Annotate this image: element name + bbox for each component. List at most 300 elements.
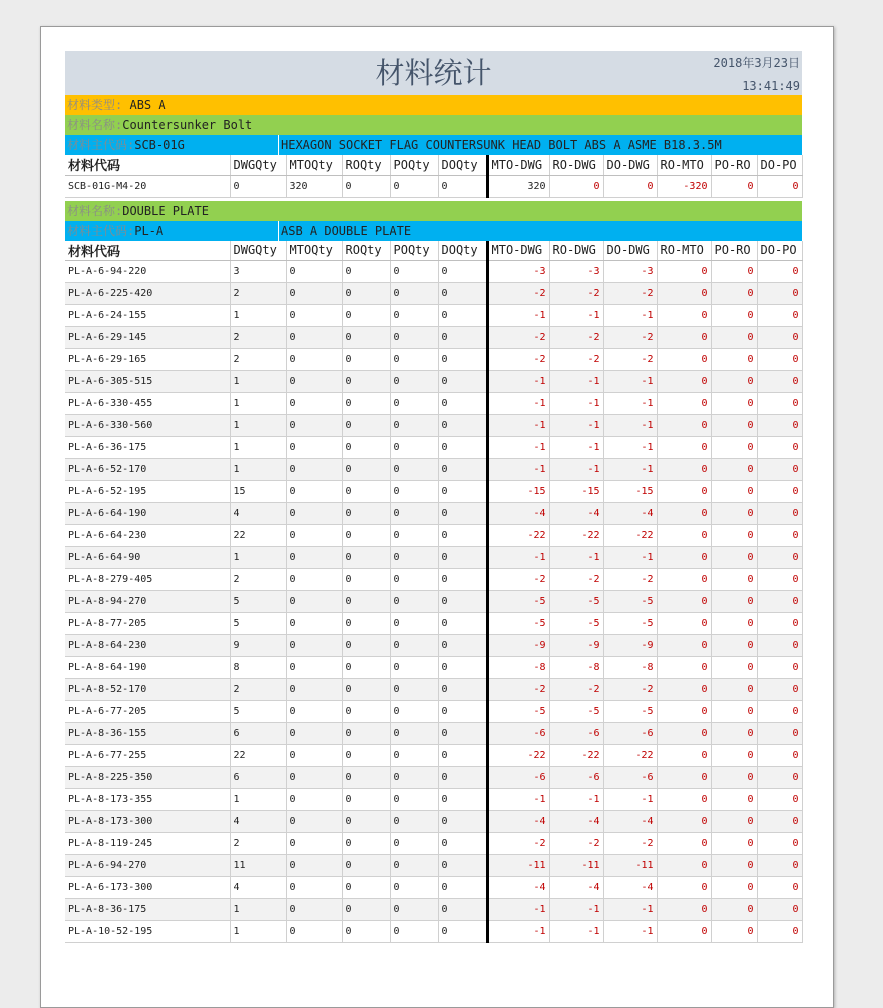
- cell-material-code: PL-A-6-64-190: [65, 503, 230, 525]
- cell-po: 0: [390, 393, 438, 415]
- cell-dwg: 3: [230, 261, 286, 283]
- title-row: [65, 51, 802, 95]
- cell-ro-dwg: -1: [549, 921, 603, 943]
- cell-do-dwg: -1: [603, 459, 657, 481]
- material-name-label: 材料名称:: [67, 118, 123, 132]
- cell-mto-dwg: -1: [487, 459, 549, 481]
- cell-ro-mto: 0: [657, 459, 711, 481]
- cell-do: 0: [438, 349, 487, 371]
- cell-ro: 0: [342, 921, 390, 943]
- table-row: [65, 175, 802, 197]
- cell-dwg: 22: [230, 525, 286, 547]
- cell-dwg: 2: [230, 679, 286, 701]
- cell-ro-mto: 0: [657, 811, 711, 833]
- cell-material-code: PL-A-6-305-515: [65, 371, 230, 393]
- cell-do-dwg: -1: [603, 899, 657, 921]
- cell-do-dwg: -2: [603, 569, 657, 591]
- cell-material-code: PL-A-8-36-155: [65, 723, 230, 745]
- cell-po: 0: [390, 305, 438, 327]
- cell-ro-dwg: -1: [549, 437, 603, 459]
- column-header-do-dwg: DO-DWG: [603, 155, 657, 175]
- cell-po-ro: 0: [711, 327, 757, 349]
- cell-do-po: 0: [757, 569, 802, 591]
- cell-do-dwg: -4: [603, 811, 657, 833]
- cell-do: 0: [438, 327, 487, 349]
- cell-material-code: PL-A-6-77-205: [65, 701, 230, 723]
- cell-do: 0: [438, 415, 487, 437]
- cell-do: 0: [438, 459, 487, 481]
- cell-po: 0: [390, 833, 438, 855]
- cell-po: 0: [390, 481, 438, 503]
- report-time: 13:41:49: [742, 79, 800, 93]
- cell-do: 0: [438, 767, 487, 789]
- cell-mto: 0: [286, 327, 342, 349]
- cell-do-po: 0: [757, 459, 802, 481]
- cell-dwg: 1: [230, 305, 286, 327]
- material-name-band: [65, 115, 802, 135]
- cell-do: 0: [438, 393, 487, 415]
- cell-mto: 0: [286, 525, 342, 547]
- cell-po-ro: 0: [711, 613, 757, 635]
- main-code-cell: [65, 135, 279, 155]
- cell-material-code: PL-A-8-64-190: [65, 657, 230, 679]
- cell-material-code: PL-A-10-52-195: [65, 921, 230, 943]
- table-row: [65, 371, 802, 393]
- cell-do: 0: [438, 547, 487, 569]
- cell-ro-mto: 0: [657, 723, 711, 745]
- cell-mto: 0: [286, 899, 342, 921]
- cell-mto: 0: [286, 591, 342, 613]
- cell-do: 0: [438, 613, 487, 635]
- cell-ro-mto: 0: [657, 855, 711, 877]
- cell-ro-dwg: -9: [549, 635, 603, 657]
- cell-do-po: 0: [757, 767, 802, 789]
- cell-dwg: 6: [230, 723, 286, 745]
- cell-po: 0: [390, 701, 438, 723]
- cell-ro-mto: 0: [657, 283, 711, 305]
- cell-do: 0: [438, 371, 487, 393]
- cell-mto: 0: [286, 437, 342, 459]
- main-code-label: 材料主代码:: [67, 223, 135, 238]
- cell-po-ro: 0: [711, 723, 757, 745]
- cell-po: 0: [390, 811, 438, 833]
- cell-po-ro: 0: [711, 371, 757, 393]
- cell-po-ro: 0: [711, 525, 757, 547]
- cell-do-dwg: -6: [603, 723, 657, 745]
- cell-ro-mto: 0: [657, 745, 711, 767]
- cell-dwg: 1: [230, 921, 286, 943]
- cell-ro-dwg: -2: [549, 327, 603, 349]
- cell-ro-dwg: -1: [549, 547, 603, 569]
- cell-mto: 0: [286, 283, 342, 305]
- cell-mto-dwg: -4: [487, 877, 549, 899]
- cell-do-dwg: -1: [603, 547, 657, 569]
- material-name-band: [65, 201, 802, 221]
- cell-do: 0: [438, 437, 487, 459]
- cell-material-code: PL-A-6-173-300: [65, 877, 230, 899]
- cell-mto: 0: [286, 745, 342, 767]
- cell-ro-mto: 0: [657, 877, 711, 899]
- cell-do-po: 0: [757, 811, 802, 833]
- cell-material-code: PL-A-8-173-355: [65, 789, 230, 811]
- cell-ro: 0: [342, 899, 390, 921]
- cell-ro-mto: 0: [657, 327, 711, 349]
- cell-dwg: 22: [230, 745, 286, 767]
- column-header-po-ro: PO-RO: [711, 241, 757, 261]
- cell-ro-mto: 0: [657, 833, 711, 855]
- cell-mto-dwg: -15: [487, 481, 549, 503]
- cell-po-ro: 0: [711, 921, 757, 943]
- cell-ro-dwg: -22: [549, 525, 603, 547]
- cell-mto: 0: [286, 415, 342, 437]
- column-header-dwg: DWGQty: [230, 155, 286, 175]
- cell-dwg: 1: [230, 393, 286, 415]
- cell-ro-dwg: -5: [549, 613, 603, 635]
- cell-do-po: 0: [757, 415, 802, 437]
- cell-do-dwg: -2: [603, 679, 657, 701]
- cell-ro-mto: 0: [657, 899, 711, 921]
- cell-dwg: 5: [230, 701, 286, 723]
- cell-material-code: PL-A-8-64-230: [65, 635, 230, 657]
- cell-do: 0: [438, 723, 487, 745]
- cell-dwg: 2: [230, 569, 286, 591]
- cell-material-code: PL-A-6-52-195: [65, 481, 230, 503]
- cell-ro-dwg: -8: [549, 657, 603, 679]
- cell-dwg: 4: [230, 811, 286, 833]
- cell-ro-mto: 0: [657, 481, 711, 503]
- cell-ro: 0: [342, 657, 390, 679]
- cell-ro-dwg: -11: [549, 855, 603, 877]
- cell-po-ro: 0: [711, 833, 757, 855]
- cell-po-ro: 0: [711, 415, 757, 437]
- cell-dwg: 11: [230, 855, 286, 877]
- report-page: [40, 26, 834, 1008]
- cell-material-code: PL-A-8-36-175: [65, 899, 230, 921]
- cell-ro-mto: 0: [657, 767, 711, 789]
- cell-do-po: 0: [757, 393, 802, 415]
- cell-ro: 0: [342, 767, 390, 789]
- cell-po-ro: 0: [711, 635, 757, 657]
- cell-mto: 0: [286, 349, 342, 371]
- cell-po: 0: [390, 789, 438, 811]
- table-row: [65, 569, 802, 591]
- cell-material-code: PL-A-8-173-300: [65, 811, 230, 833]
- cell-ro-mto: 0: [657, 921, 711, 943]
- cell-dwg: 6: [230, 767, 286, 789]
- table-row: [65, 701, 802, 723]
- cell-do: 0: [438, 591, 487, 613]
- cell-po: 0: [390, 635, 438, 657]
- cell-ro-mto: 0: [657, 591, 711, 613]
- cell-mto-dwg: -4: [487, 811, 549, 833]
- cell-mto: 0: [286, 261, 342, 283]
- table-row: [65, 591, 802, 613]
- cell-mto-dwg: -5: [487, 613, 549, 635]
- cell-material-code: PL-A-6-29-145: [65, 327, 230, 349]
- table-row: [65, 261, 802, 283]
- cell-ro: 0: [342, 459, 390, 481]
- cell-po-ro: 0: [711, 459, 757, 481]
- cell-do-dwg: -1: [603, 415, 657, 437]
- cell-mto: 0: [286, 393, 342, 415]
- cell-dwg: 9: [230, 635, 286, 657]
- cell-ro-dwg: -1: [549, 459, 603, 481]
- main-code-value: PL-A: [134, 223, 164, 238]
- cell-dwg: 15: [230, 481, 286, 503]
- table-row: [65, 525, 802, 547]
- column-header-ro: ROQty: [342, 155, 390, 175]
- cell-dwg: 2: [230, 283, 286, 305]
- cell-mto-dwg: -6: [487, 723, 549, 745]
- cell-material-code: PL-A-6-77-255: [65, 745, 230, 767]
- cell-material-code: PL-A-8-52-170: [65, 679, 230, 701]
- cell-po: 0: [390, 349, 438, 371]
- cell-do-dwg: 0: [603, 175, 657, 197]
- material-table: [65, 155, 803, 198]
- cell-dwg: 4: [230, 503, 286, 525]
- cell-do-po: 0: [757, 305, 802, 327]
- cell-material-code: PL-A-6-52-170: [65, 459, 230, 481]
- cell-ro-mto: 0: [657, 525, 711, 547]
- cell-dwg: 2: [230, 349, 286, 371]
- cell-ro: 0: [342, 547, 390, 569]
- cell-do: 0: [438, 679, 487, 701]
- cell-mto: 0: [286, 701, 342, 723]
- column-header-po-ro: PO-RO: [711, 155, 757, 175]
- table-row: [65, 547, 802, 569]
- cell-do-dwg: -1: [603, 789, 657, 811]
- cell-do-po: 0: [757, 855, 802, 877]
- cell-material-code: PL-A-8-94-270: [65, 591, 230, 613]
- cell-mto-dwg: -1: [487, 899, 549, 921]
- cell-ro-mto: 0: [657, 261, 711, 283]
- table-row: [65, 481, 802, 503]
- cell-ro: 0: [342, 855, 390, 877]
- cell-do: 0: [438, 899, 487, 921]
- cell-do-po: 0: [757, 283, 802, 305]
- cell-po-ro: 0: [711, 283, 757, 305]
- cell-mto-dwg: -3: [487, 261, 549, 283]
- main-code-label: 材料主代码:: [67, 138, 135, 152]
- cell-do-dwg: -5: [603, 591, 657, 613]
- cell-mto: 0: [286, 503, 342, 525]
- cell-do-po: 0: [757, 437, 802, 459]
- cell-mto-dwg: -1: [487, 415, 549, 437]
- cell-ro-mto: 0: [657, 701, 711, 723]
- cell-do-dwg: -2: [603, 349, 657, 371]
- cell-dwg: 1: [230, 789, 286, 811]
- cell-po-ro: 0: [711, 569, 757, 591]
- cell-mto-dwg: -11: [487, 855, 549, 877]
- table-row: [65, 921, 802, 943]
- cell-po-ro: 0: [711, 261, 757, 283]
- column-header-do-dwg: DO-DWG: [603, 241, 657, 261]
- table-row: [65, 635, 802, 657]
- cell-po-ro: 0: [711, 767, 757, 789]
- table-header-row: [65, 241, 802, 261]
- cell-mto-dwg: -22: [487, 525, 549, 547]
- cell-ro: 0: [342, 789, 390, 811]
- column-header-dwg: DWGQty: [230, 241, 286, 261]
- cell-ro: 0: [342, 569, 390, 591]
- cell-ro-dwg: -2: [549, 349, 603, 371]
- cell-dwg: 1: [230, 899, 286, 921]
- column-header-po: POQty: [390, 241, 438, 261]
- cell-do: 0: [438, 261, 487, 283]
- cell-do-po: 0: [757, 877, 802, 899]
- table-row: [65, 283, 802, 305]
- cell-do: 0: [438, 811, 487, 833]
- cell-ro-mto: 0: [657, 679, 711, 701]
- table-row: [65, 503, 802, 525]
- cell-do-dwg: -1: [603, 371, 657, 393]
- cell-ro: 0: [342, 613, 390, 635]
- cell-ro-dwg: -2: [549, 833, 603, 855]
- cell-do: 0: [438, 701, 487, 723]
- cell-po: 0: [390, 261, 438, 283]
- cell-do-po: 0: [757, 591, 802, 613]
- material-groups: [65, 115, 802, 943]
- cell-ro-dwg: -1: [549, 393, 603, 415]
- cell-mto: 0: [286, 723, 342, 745]
- cell-mto-dwg: -1: [487, 437, 549, 459]
- cell-material-code: PL-A-6-225-420: [65, 283, 230, 305]
- cell-do-dwg: -4: [603, 877, 657, 899]
- table-row: [65, 393, 802, 415]
- cell-mto-dwg: -2: [487, 569, 549, 591]
- cell-do-dwg: -5: [603, 701, 657, 723]
- table-row: [65, 745, 802, 767]
- cell-do-po: 0: [757, 723, 802, 745]
- column-header-ro-dwg: RO-DWG: [549, 155, 603, 175]
- cell-po: 0: [390, 745, 438, 767]
- cell-do-po: 0: [757, 701, 802, 723]
- cell-po: 0: [390, 327, 438, 349]
- column-header-do: DOQty: [438, 155, 487, 175]
- cell-po-ro: 0: [711, 701, 757, 723]
- cell-po: 0: [390, 569, 438, 591]
- report-title: 材料统计: [375, 56, 492, 90]
- column-header-ro: ROQty: [342, 241, 390, 261]
- column-header-do-po: DO-PO: [757, 155, 802, 175]
- cell-ro: 0: [342, 833, 390, 855]
- cell-ro: 0: [342, 349, 390, 371]
- cell-mto-dwg: -1: [487, 393, 549, 415]
- cell-po-ro: 0: [711, 305, 757, 327]
- cell-ro: 0: [342, 393, 390, 415]
- cell-dwg: 1: [230, 371, 286, 393]
- column-header-ro-mto: RO-MTO: [657, 241, 711, 261]
- cell-po-ro: 0: [711, 789, 757, 811]
- cell-do-dwg: -2: [603, 327, 657, 349]
- cell-ro: 0: [342, 635, 390, 657]
- cell-do-po: 0: [757, 349, 802, 371]
- table-row: [65, 305, 802, 327]
- cell-do-dwg: -11: [603, 855, 657, 877]
- cell-po: 0: [390, 657, 438, 679]
- column-header-ro-mto: RO-MTO: [657, 155, 711, 175]
- cell-po: 0: [390, 921, 438, 943]
- cell-dwg: 1: [230, 415, 286, 437]
- cell-po-ro: 0: [711, 349, 757, 371]
- material-type-label: 材料类型:: [67, 98, 123, 112]
- table-row: [65, 833, 802, 855]
- cell-dwg: 2: [230, 833, 286, 855]
- cell-ro: 0: [342, 437, 390, 459]
- cell-mto-dwg: -2: [487, 679, 549, 701]
- cell-do-dwg: -3: [603, 261, 657, 283]
- cell-do: 0: [438, 921, 487, 943]
- cell-do-po: 0: [757, 657, 802, 679]
- cell-mto-dwg: -22: [487, 745, 549, 767]
- cell-mto-dwg: -2: [487, 833, 549, 855]
- cell-mto: 0: [286, 877, 342, 899]
- cell-do: 0: [438, 657, 487, 679]
- cell-do-po: 0: [757, 635, 802, 657]
- cell-po: 0: [390, 899, 438, 921]
- cell-ro-mto: 0: [657, 305, 711, 327]
- cell-po: 0: [390, 459, 438, 481]
- cell-do: 0: [438, 635, 487, 657]
- cell-ro-mto: 0: [657, 437, 711, 459]
- cell-mto-dwg: -2: [487, 349, 549, 371]
- cell-do: 0: [438, 569, 487, 591]
- cell-mto: 0: [286, 635, 342, 657]
- cell-po-ro: 0: [711, 745, 757, 767]
- cell-mto-dwg: -2: [487, 327, 549, 349]
- cell-ro: 0: [342, 283, 390, 305]
- cell-po: 0: [390, 679, 438, 701]
- cell-po-ro: 0: [711, 591, 757, 613]
- cell-do-dwg: -5: [603, 613, 657, 635]
- material-name-value: Countersunker Bolt: [122, 118, 253, 132]
- material-type-value: ABS A: [129, 98, 166, 112]
- cell-do-dwg: -8: [603, 657, 657, 679]
- table-row: [65, 459, 802, 481]
- cell-ro-dwg: -5: [549, 701, 603, 723]
- report-date: 2018年3月23日: [713, 56, 800, 70]
- cell-material-code: PL-A-6-64-230: [65, 525, 230, 547]
- cell-ro-dwg: -1: [549, 899, 603, 921]
- table-row: [65, 657, 802, 679]
- cell-po-ro: 0: [711, 393, 757, 415]
- cell-ro-dwg: -2: [549, 679, 603, 701]
- column-header-mto: MTOQty: [286, 155, 342, 175]
- column-header-code: 材料代码: [65, 241, 230, 261]
- cell-ro-mto: 0: [657, 657, 711, 679]
- column-header-mto: MTOQty: [286, 241, 342, 261]
- cell-ro: 0: [342, 261, 390, 283]
- cell-mto-dwg: -9: [487, 635, 549, 657]
- material-main-code-band: [65, 135, 802, 155]
- cell-mto-dwg: -5: [487, 591, 549, 613]
- cell-do-dwg: -1: [603, 393, 657, 415]
- cell-po: 0: [390, 547, 438, 569]
- cell-mto-dwg: -1: [487, 371, 549, 393]
- cell-ro-mto: 0: [657, 371, 711, 393]
- cell-material-code: PL-A-6-94-220: [65, 261, 230, 283]
- cell-mto: 0: [286, 547, 342, 569]
- cell-ro: 0: [342, 811, 390, 833]
- cell-ro-dwg: -4: [549, 811, 603, 833]
- cell-do-dwg: -1: [603, 921, 657, 943]
- cell-do: 0: [438, 745, 487, 767]
- cell-do-po: 0: [757, 481, 802, 503]
- cell-ro-dwg: -1: [549, 415, 603, 437]
- cell-mto: 0: [286, 371, 342, 393]
- table-row: [65, 679, 802, 701]
- cell-po: 0: [390, 855, 438, 877]
